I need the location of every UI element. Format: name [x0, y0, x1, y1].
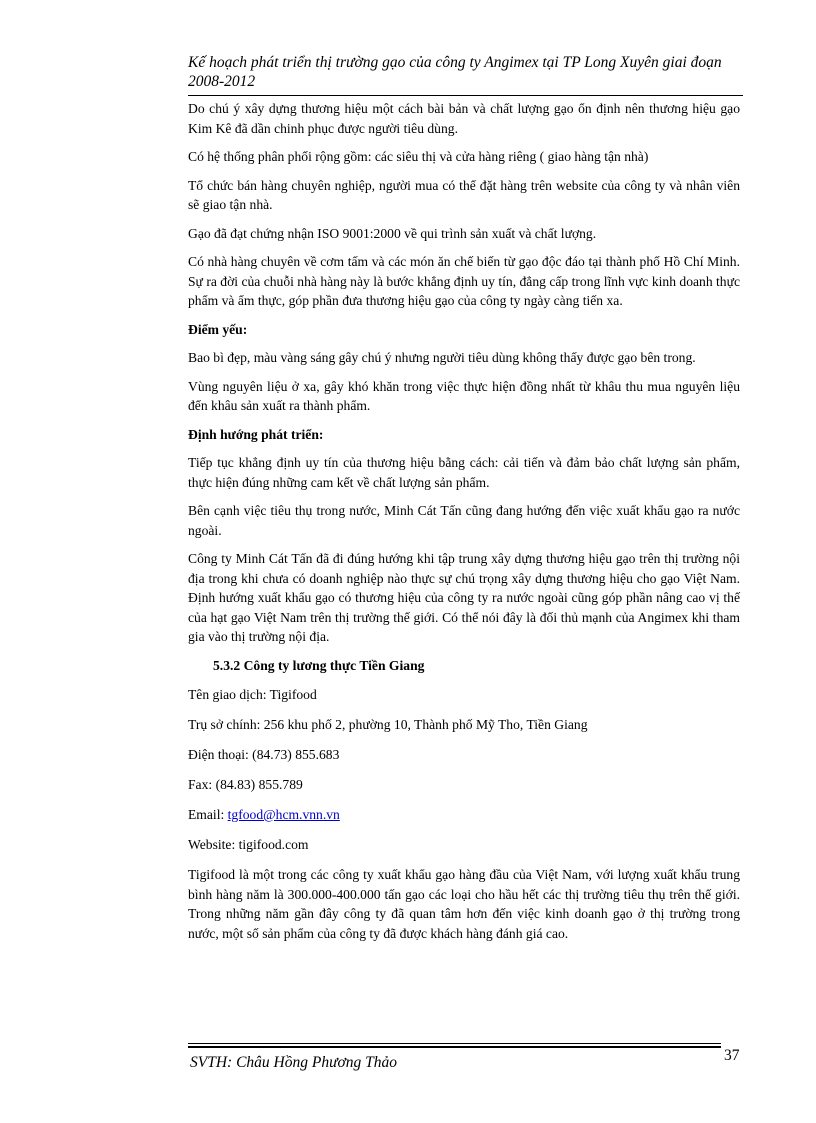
footer-rule-thick — [188, 1046, 721, 1048]
page-number: 37 — [724, 1047, 740, 1064]
paragraph: Có hệ thống phân phối rộng gồm: các siêu thị và cửa hàng riêng ( giao hàng tận nhà) — [188, 149, 649, 164]
paragraph: Có nhà hàng chuyên về cơm tấm và các món ăn chế biến từ gạo độc đáo tại thành phố Hồ Chí Minh. Sự ra đời của chuỗi nhà hàng này là bước khẳng định uy tín, đẳng cấp trong lĩnh vực kinh doanh thực phẩm và ẩm thực, góp phần đưa thương hiệu gạo của công ty ngày càng tiến xa. — [188, 254, 740, 308]
fax: Fax: (84.83) 855.789 — [188, 777, 303, 792]
paragraph: Gạo đã đạt chứng nhận ISO 9001:2000 về qui trình sản xuất và chất lượng. — [188, 225, 597, 241]
heading-development-direction: Định hướng phát triển: — [188, 426, 324, 442]
paragraph: Tiếp tục khẳng định uy tín của thương hiệu bằng cách: cải tiến và đảm bảo chất lượng sản phẩm, thực hiện đúng những cam kết về chất lượng sản phẩm. — [188, 455, 740, 490]
section-title: 5.3.2 Công ty lương thực Tiền Giang — [213, 657, 425, 673]
phone: Điện thoại: (84.73) 855.683 — [188, 747, 340, 762]
trade-name: Tên giao dịch: Tigifood — [188, 687, 317, 702]
paragraph: Vùng nguyên liệu ở xa, gây khó khăn trong việc thực hiện đồng nhất từ khâu thu mua nguyên liệu đến khâu sản xuất ra thành phẩm. — [188, 378, 740, 413]
email-line — [188, 805, 740, 825]
paragraph: Bên cạnh việc tiêu thụ trong nước, Minh Cát Tấn cũng đang hướng đến việc xuất khẩu gạo ra nước ngoài. — [188, 503, 740, 538]
email-label: Email: — [188, 807, 228, 822]
heading-weaknesses: Điểm yếu: — [188, 321, 248, 337]
page-header-title: Kế hoạch phát triển thị trường gạo của công ty Angimex tại TP Long Xuyên giai đoạn 2008-2012 — [188, 54, 722, 90]
header-rule — [188, 95, 743, 96]
footer-author: SVTH: Châu Hồng Phương Thảo — [190, 1054, 398, 1071]
website: Website: tigifood.com — [188, 837, 309, 852]
address: Trụ sở chính: 256 khu phố 2, phường 10, Thành phố Mỹ Tho, Tiền Giang — [188, 717, 588, 732]
paragraph: Công ty Minh Cát Tấn đã đi đúng hướng khi tập trung xây dựng thương hiệu gạo trên thị trường nội địa trong khi chưa có doanh nghiệp nào thực sự chú trọng xây dựng thương hiệu cho gạo Việt Nam. Định hướng xuất khẩu gạo có thương hiệu của công ty ra nước ngoài cũng góp phần nâng cao vị thế của hạt gạo Việt Nam trên thị trường thế giới. Có thể nói đây là đối thủ mạnh của Angimex khi tham gia vào thị trường nội địa. — [188, 551, 740, 644]
paragraph: Bao bì đẹp, màu vàng sáng gây chú ý nhưng người tiêu dùng không thấy được gạo bên trong. — [188, 350, 696, 365]
document-body — [188, 99, 740, 952]
paragraph: Do chú ý xây dựng thương hiệu một cách bài bản và chất lượng gạo ổn định nên thương hiệu gạo Kim Kê đã dần chinh phục được người tiêu dùng. — [188, 101, 740, 136]
paragraph: Tổ chức bán hàng chuyên nghiệp, người mua có thể đặt hàng trên website của công ty và nhân viên sẽ giao tận nhà. — [188, 177, 740, 212]
email-link[interactable]: tgfood@hcm.vnn.vn — [227, 807, 340, 822]
company-description: Tigifood là một trong các công ty xuất khẩu gạo hàng đầu của Việt Nam, với lượng xuất khẩu trung bình hàng năm là 300.000-400.000 tấn gạo các loại cho hầu hết các thị trường tiêu thụ trên thế giới. Trong những năm gần đây công ty đã quan tâm hơn đến việc kinh doanh gạo ở thị trường trong nước, một số sản phẩm của công ty đã được khách hàng đánh giá cao. — [188, 867, 740, 941]
footer-rule — [188, 1043, 721, 1044]
